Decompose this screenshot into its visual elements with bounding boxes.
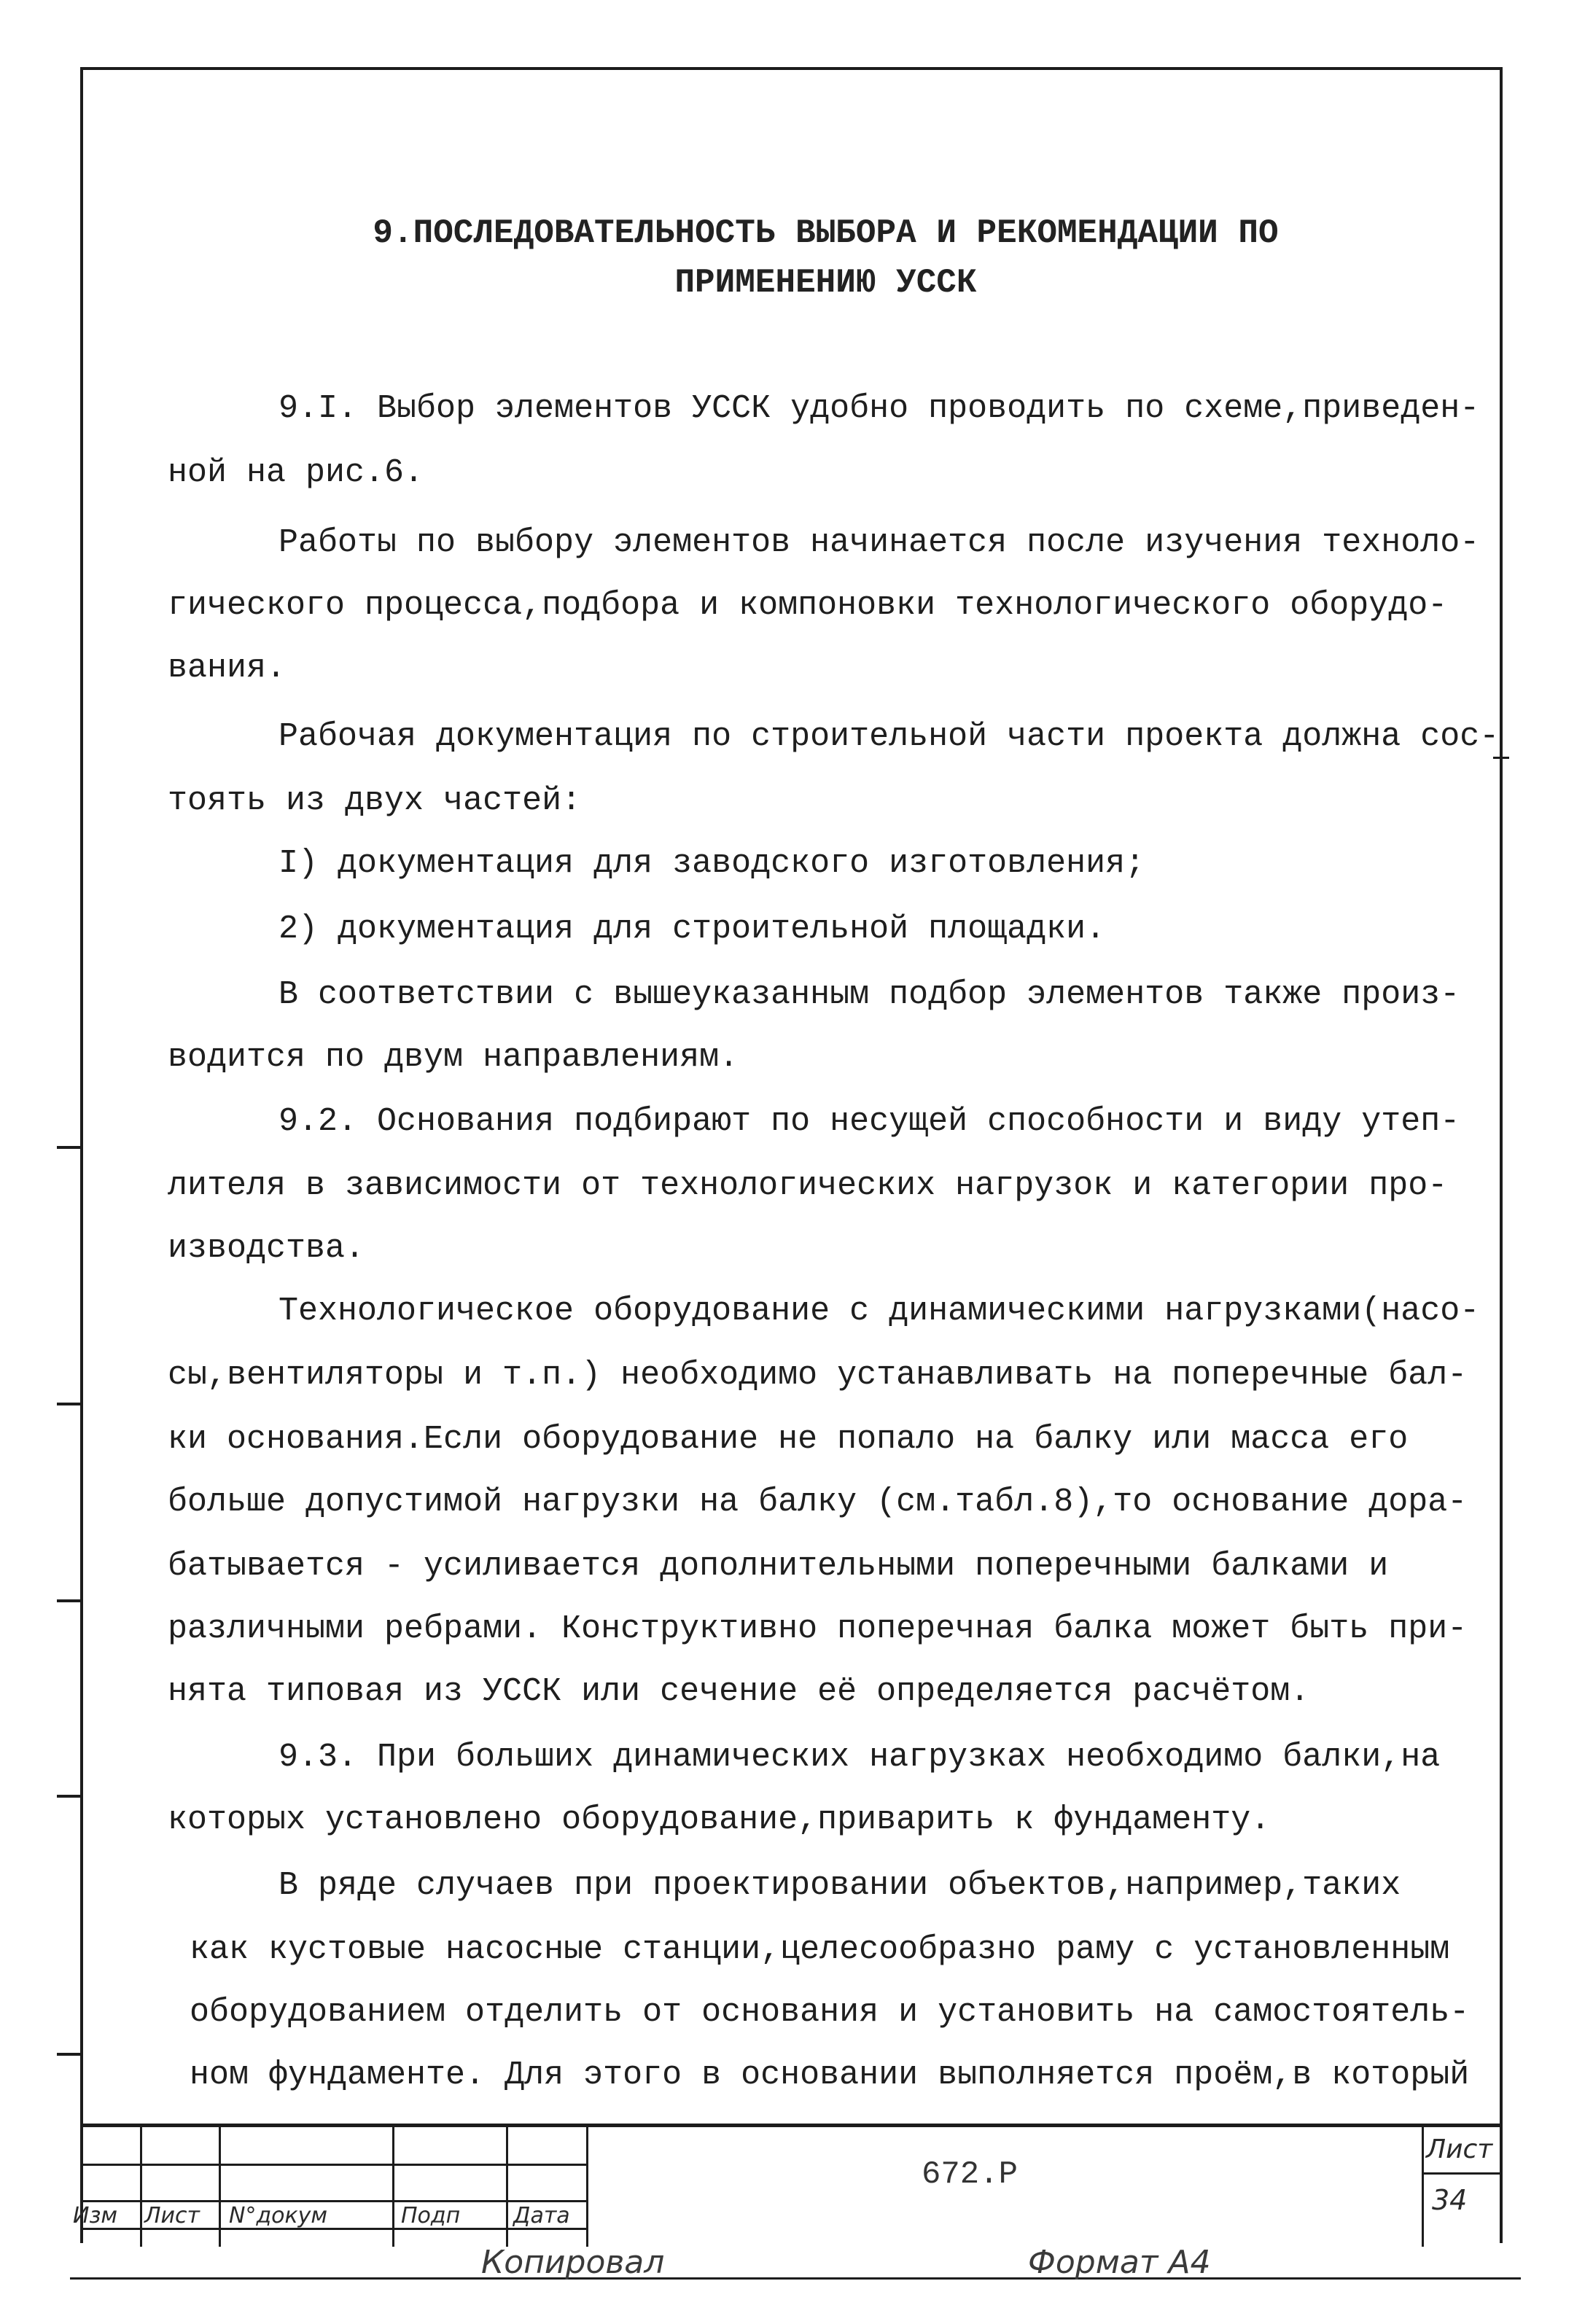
body-line: лителя в зависимости от технологических нагрузок и категории про- (168, 1167, 1448, 1204)
body-line: оборудованием отделить от основания и установить на самостоятель- (190, 1994, 1470, 2031)
title-block-rule (219, 2127, 221, 2247)
body-line: В соответствии с вышеуказанным подбор элементов также произ- (279, 976, 1460, 1013)
body-line: 2) документация для строительной площадки. (279, 911, 1106, 948)
margin-tick (1493, 757, 1509, 759)
body-line: 9.I. Выбор элементов УССК удобно проводить по схеме,приведен- (279, 390, 1480, 427)
body-line: тоять из двух частей: (168, 782, 582, 819)
column-label-data: Дата (513, 2203, 570, 2229)
column-label-izm: Изм (73, 2203, 118, 2229)
body-line: сы,вентиляторы и т.п.) необходимо устанавливать на поперечные бал- (168, 1357, 1468, 1394)
document-code: 672.Р (922, 2156, 1018, 2193)
body-line: как кустовые насосные станции,целесообразно раму с установленным (190, 1931, 1450, 1968)
body-line: водится по двум направлениям. (168, 1039, 739, 1076)
column-label-ndokum: N°докум (229, 2203, 328, 2229)
margin-tick (57, 1403, 83, 1405)
body-line: 9.2. Основания подбирают по несущей способности и виду утеп- (279, 1103, 1460, 1140)
body-line: ном фундаменте. Для этого в основании выполняется проём,в который (190, 2056, 1470, 2094)
title-block-rule (83, 2200, 586, 2202)
body-line: 9.3. При больших динамических нагрузках необходимо балки,на (279, 1739, 1441, 1776)
title-block-rule (1422, 2172, 1502, 2175)
body-line: ной на рис.6. (168, 454, 424, 491)
sheet-number: 34 (1432, 2184, 1468, 2216)
copied-by-label: Копировал (481, 2244, 665, 2281)
title-block (73, 2124, 1502, 2243)
title-block-rule (506, 2127, 508, 2247)
body-line: нята типовая из УССК или сечение её определяется расчётом. (168, 1673, 1310, 1710)
title-block-rule (586, 2127, 588, 2247)
body-line: ки основания.Если оборудование не попало на балку или масса его (168, 1421, 1409, 1458)
margin-tick (57, 2053, 83, 2056)
body-line: I) документация для заводского изготовления; (279, 845, 1145, 882)
body-line: Работы по выбору элементов начинается после изучения техноло- (279, 524, 1480, 561)
margin-tick (57, 1599, 83, 1602)
column-label-list: Лист (144, 2203, 200, 2229)
section-heading-line-2: ПРИМЕНЕНИЮ УССК (674, 264, 977, 302)
body-line: больше допустимой нагрузки на балку (см.табл.8),то основание дора- (168, 1483, 1468, 1521)
body-line: батывается - усиливается дополнительными поперечными балками и (168, 1548, 1389, 1585)
body-line: Технологическое оборудование с динамическими нагрузками(насо- (279, 1292, 1480, 1330)
body-line: В ряде случаев при проектировании объектов,например,таких (279, 1867, 1401, 1904)
body-line: Рабочая документация по строительной части проекта должна сос- (279, 718, 1500, 755)
title-block-rule (83, 2164, 586, 2166)
margin-tick (57, 1795, 83, 1798)
title-block-rule (392, 2127, 394, 2247)
body-line: которых установлено оборудование,приварить к фундаменту. (168, 1801, 1271, 1838)
column-label-podp: Подп (401, 2203, 461, 2229)
body-line: различными ребрами. Конструктивно поперечная балка может быть при- (168, 1610, 1468, 1648)
title-block-rule (140, 2127, 142, 2247)
body-line: гического процесса,подбора и компоновки технологического оборудо- (168, 587, 1448, 624)
margin-tick (57, 1146, 83, 1149)
sheet-label: Лист (1426, 2134, 1493, 2164)
format-label: Формат А4 (1028, 2244, 1211, 2281)
bottom-rule (70, 2277, 1521, 2280)
section-heading-line-1: 9.ПОСЛЕДОВАТЕЛЬНОСТЬ ВЫБОРА И РЕКОМЕНДАЦИИ ПО (373, 214, 1279, 252)
body-line: изводства. (168, 1230, 365, 1267)
title-block-rule (1422, 2127, 1424, 2247)
body-line: вания. (168, 650, 287, 687)
